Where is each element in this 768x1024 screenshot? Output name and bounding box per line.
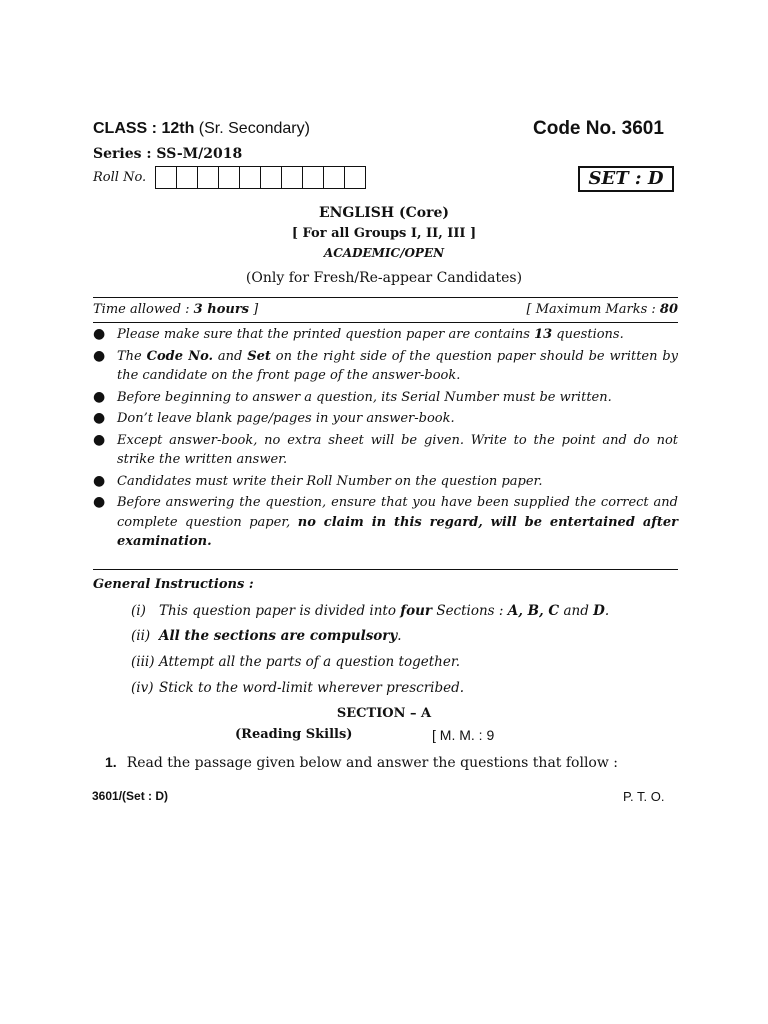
question-1: 1. Read the passage given below and answer the questions that follow :	[105, 754, 619, 771]
footer-code: 3601/(Set : D)	[92, 789, 169, 803]
class-label: CLASS : 12th (Sr. Secondary)	[93, 120, 310, 137]
roll-box	[198, 167, 219, 188]
general-instruction-item: (iii) Attempt all the parts of a question together.	[131, 654, 461, 670]
general-instruction-item: (i) This question paper is divided into four Sections : A, B, C and D.	[131, 603, 610, 619]
roll-box	[261, 167, 282, 188]
instruction-item: ● Candidates must write their Roll Number on the question paper.	[93, 472, 543, 489]
footer-pto: P. T. O.	[623, 789, 665, 804]
roll-box	[324, 167, 345, 188]
time-marks-line	[93, 302, 678, 317]
roll-box	[156, 167, 177, 188]
candidates-line: (Only for Fresh/Re-appear Candidates)	[245, 270, 523, 286]
series-label: Series : SS-M/2018	[93, 146, 243, 162]
roll-box	[345, 167, 365, 188]
roll-box	[240, 167, 261, 188]
general-instructions-title: General Instructions :	[93, 577, 254, 592]
instruction-item: ● The Code No. and Set on the right side of the question paper should be written by the candidate on the front page of the answer-book.	[93, 347, 679, 383]
roll-no-label: Roll No.	[93, 170, 147, 185]
time-allowed: Time allowed : 3 hours ]	[93, 302, 259, 317]
subject-title: ENGLISH (Core)	[318, 205, 450, 221]
roll-box	[303, 167, 324, 188]
roll-box	[282, 167, 303, 188]
instructions-list	[93, 325, 678, 554]
set-badge: SET : D	[578, 166, 674, 192]
instruction-item: ● Before answering the question, ensure that you have been supplied the correct and complete question paper, no claim in this regard, will be entertained after examination.	[93, 494, 678, 549]
instruction-item: ● Please make sure that the printed question paper are contains 13 questions.	[93, 326, 624, 342]
instruction-item: ● Except answer-book, no extra sheet will be given. Write to the point and do not strike the written answer.	[93, 431, 678, 467]
instruction-item: ● Before beginning to answer a question, its Serial Number must be written.	[93, 388, 612, 405]
general-instruction-item: (iv) Stick to the word-limit wherever prescribed.	[131, 680, 465, 696]
instructions-divider	[93, 569, 678, 570]
section-subtitle: (Reading Skills)	[235, 727, 353, 742]
section-title: SECTION – A	[336, 706, 432, 721]
roll-box	[177, 167, 198, 188]
section-marks: [ M. M. : 9	[432, 727, 495, 743]
time-divider	[93, 322, 678, 323]
top-divider	[93, 297, 678, 298]
roll-box	[219, 167, 240, 188]
roll-number-boxes	[155, 166, 366, 189]
code-number: Code No. 3601	[533, 118, 664, 139]
groups-line: [ For all Groups I, II, III ]	[291, 226, 477, 241]
general-instruction-item: (ii) All the sections are compulsory.	[131, 628, 402, 644]
max-marks: [ Maximum Marks : 80	[526, 302, 678, 317]
instruction-item: ● Don’t leave blank page/pages in your answer-book.	[93, 410, 455, 426]
mode-line: ACADEMIC/OPEN	[323, 246, 445, 260]
